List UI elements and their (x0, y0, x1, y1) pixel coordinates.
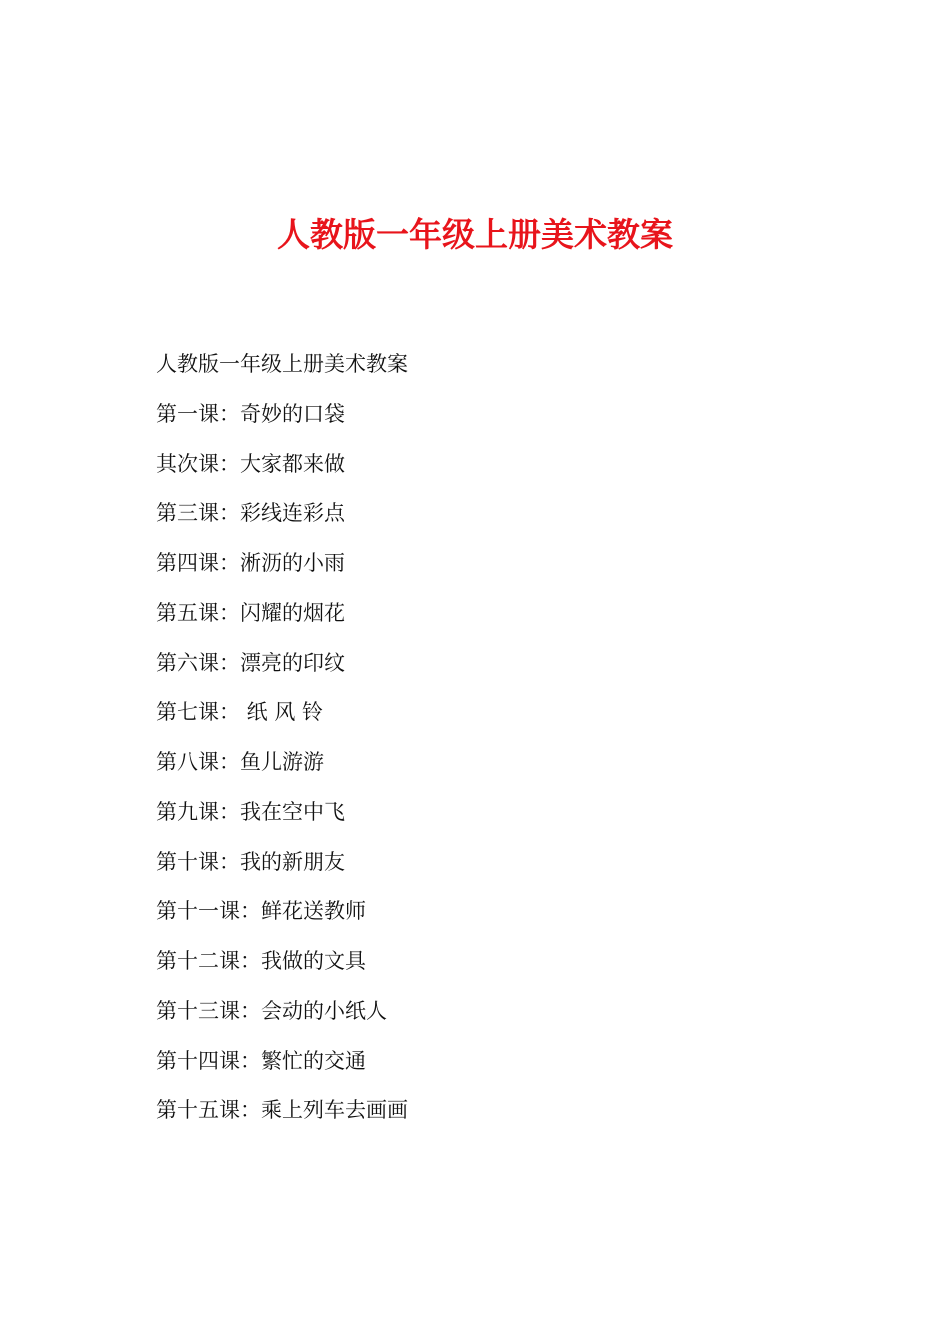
lesson-line: 第八课：鱼儿游游 (156, 750, 324, 774)
lesson-line: 第十二课：我做的文具 (156, 949, 366, 973)
lesson-line: 第十五课：乘上列车去画画 (156, 1098, 408, 1123)
lesson-line: 第四课：淅沥的小雨 (156, 551, 345, 575)
document-body (156, 340, 856, 1136)
lesson-line: 第十一课：鲜花送教师 (156, 899, 366, 924)
lesson-line: 第十四课：繁忙的交通 (156, 1048, 366, 1073)
lesson-line: 第九课：我在空中飞 (156, 799, 345, 824)
lesson-line: 第一课：奇妙的口袋 (156, 401, 345, 426)
lesson-line: 第七课： 纸 风 铃 (156, 700, 324, 725)
lesson-line: 第十三课：会动的小纸人 (156, 998, 387, 1023)
lesson-line: 第五课：闪耀的烟花 (156, 600, 345, 625)
lesson-line: 第三课：彩线连彩点 (156, 501, 345, 526)
lesson-line: 其次课：大家都来做 (156, 451, 345, 476)
lesson-line: 第六课：漂亮的印纹 (156, 650, 345, 675)
lesson-line: 第十课：我的新朋友 (156, 849, 345, 874)
document-title: 人教版一年级上册美术教案 (277, 215, 673, 254)
body-heading: 人教版一年级上册美术教案 (156, 352, 408, 376)
